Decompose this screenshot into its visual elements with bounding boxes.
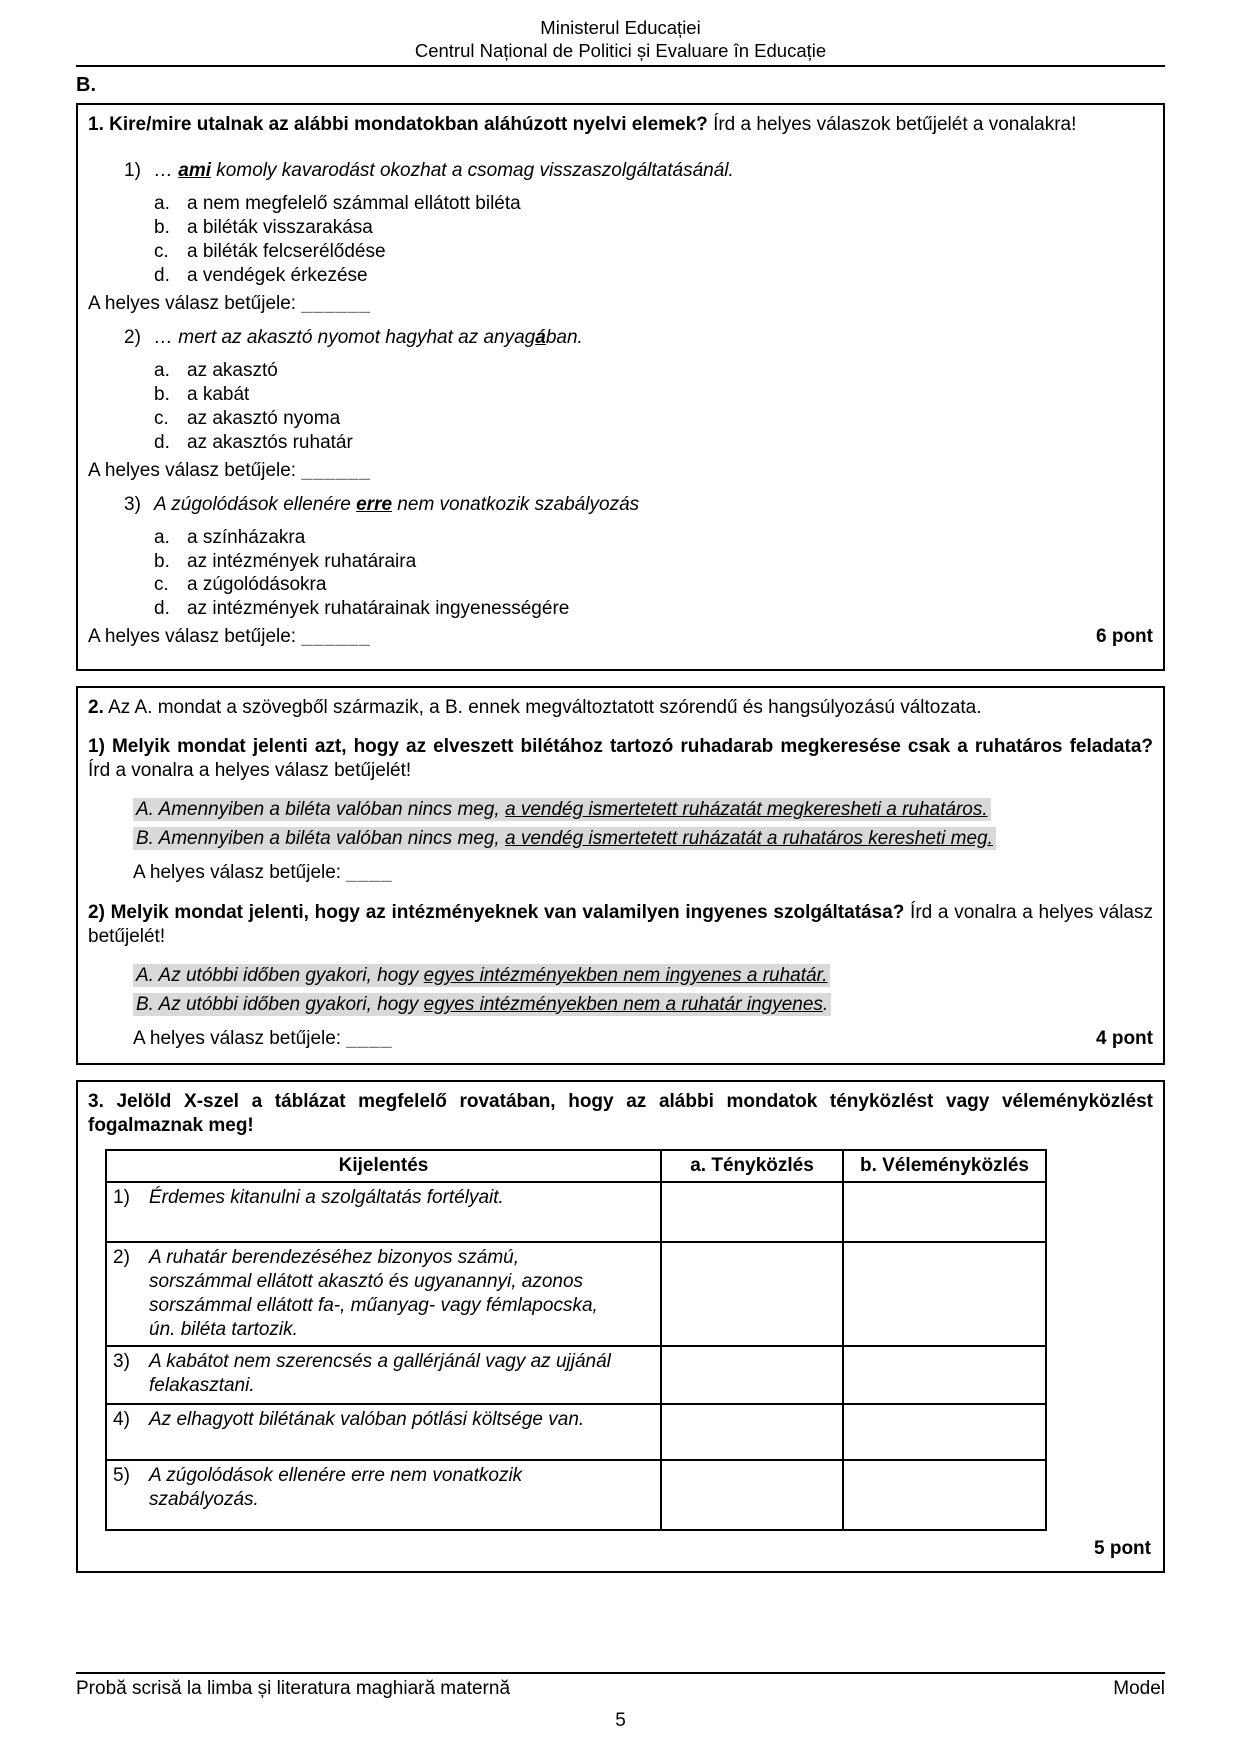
stem-text: … mert az akasztó nyomot hagyhat az anyag: [154, 327, 536, 348]
answer-label: A helyes válasz betűjele:: [88, 459, 297, 481]
statement-number: 5): [113, 1465, 130, 1487]
task2-number: 2.: [88, 697, 104, 719]
center-name: Centrul Național de Politici și Evaluare în Educație: [414, 40, 827, 62]
question-2: [88, 326, 1153, 483]
sentence-2a: [133, 964, 1153, 988]
answer-blank[interactable]: ______: [301, 626, 371, 648]
question-stem: [124, 326, 1153, 350]
statement-number: 1): [113, 1187, 130, 1209]
footer-model-label: Model: [1113, 1678, 1165, 1700]
table-row-2: [106, 1242, 1046, 1346]
header-divider: [76, 65, 1165, 67]
option-text: az intézmények ruhatáraira: [187, 550, 417, 572]
option-letter: c.: [154, 241, 169, 263]
answer-blank[interactable]: ______: [301, 293, 371, 315]
option-text: a kabát: [187, 383, 250, 405]
question-text: [154, 159, 734, 183]
answer-blank[interactable]: ____: [346, 1027, 393, 1049]
table-row-4: [106, 1404, 1046, 1460]
sentence-plain: B. Amennyiben a biléta valóban nincs meg,: [136, 828, 505, 849]
table-row-1: [106, 1182, 1046, 1242]
sentence-underlined: a vendég ismertetett ruházatát a ruhatáros keresheti meg.: [504, 828, 993, 849]
option-c: [154, 407, 1153, 431]
option-letter: a.: [154, 359, 170, 381]
sentence-plain: A. Az utóbbi időben gyakori, hogy: [136, 964, 424, 986]
option-a: [154, 192, 1153, 216]
options-list: [154, 192, 1153, 288]
question-stem: [124, 159, 1153, 183]
fact-mark-cell[interactable]: [661, 1242, 843, 1346]
option-letter: b.: [154, 383, 170, 405]
stem-text-after: ban.: [545, 327, 583, 348]
stem-text-after: nem vonatkozik szabályozás: [392, 493, 640, 515]
subquestion-instruction: Írd a vonalra a helyes válasz betűjelét!: [88, 760, 412, 782]
statement-cell: [106, 1404, 661, 1460]
option-letter: b.: [154, 550, 170, 572]
sentence-1a-text: [133, 798, 991, 821]
opinion-mark-cell[interactable]: [843, 1460, 1046, 1530]
statement-cell: [106, 1346, 661, 1404]
answer-blank[interactable]: ____: [346, 861, 393, 883]
sentence-1b: [133, 827, 1153, 851]
stem-text: A zúgolódások ellenére: [154, 493, 357, 515]
sentence-2a-text: [133, 964, 830, 987]
statement-cell: [106, 1460, 661, 1530]
question-number: 3): [124, 493, 141, 515]
section-label: B.: [76, 74, 96, 97]
option-letter: d.: [154, 265, 170, 287]
answer-line: [133, 1027, 1153, 1051]
statement-text: A ruhatár berendezéséhez bizonyos számú, sorszámmal ellátott akasztó és ugyanannyi, azonos sorszámmal ellátott fa-, műanyag- vagy fémlapocska, ún. biléta tartozik.: [149, 1247, 598, 1341]
task-1-box: [76, 103, 1165, 671]
option-letter: a.: [154, 526, 170, 548]
answer-label: A helyes válasz betűjele:: [88, 626, 297, 648]
stem-text-after: komoly kavarodást okozhat a csomag visszaszolgáltatásánál.: [211, 160, 734, 182]
task1-title: [88, 113, 1153, 137]
statement-cell: [106, 1242, 661, 1346]
option-text: a vendégek érkezése: [187, 265, 368, 287]
answer-prompt: [88, 625, 371, 649]
option-text: a zúgolódásokra: [187, 574, 327, 596]
task1-title-instruction: Írd a helyes válaszok betűjelét a vonalakra!: [707, 114, 1077, 136]
stem-underlined-word: erre: [356, 493, 393, 515]
opinion-mark-cell[interactable]: [843, 1182, 1046, 1242]
option-d: [154, 264, 1153, 288]
question-text: [154, 326, 583, 350]
task2-intro: [88, 696, 1153, 720]
page-footer: [76, 1672, 1165, 1733]
statement-text: A zúgolódások ellenére erre nem vonatkozik szabályozás.: [149, 1465, 523, 1511]
statements-table: [105, 1149, 1047, 1531]
option-c: [154, 573, 1153, 597]
statement-text: Érdemes kitanulni a szolgáltatás fortélyait.: [149, 1187, 504, 1209]
question-text: [154, 493, 639, 517]
statement-text: A kabátot nem szerencsés a gallérjánál vagy az ujjánál felakasztani.: [149, 1351, 611, 1397]
option-text: a nem megfelelő számmal ellátott biléta: [187, 193, 521, 215]
answer-line: [88, 625, 1153, 649]
option-text: az akasztó: [187, 359, 278, 381]
option-a: [154, 526, 1153, 550]
option-letter: a.: [154, 193, 170, 215]
sentence-1a: [133, 798, 1153, 822]
answer-label: A helyes válasz betűjele:: [133, 1027, 342, 1049]
option-letter: b.: [154, 217, 170, 239]
option-text: az intézmények ruhatárainak ingyenességére: [187, 598, 570, 620]
option-text: az akasztó nyoma: [187, 407, 341, 429]
document-header: [76, 16, 1165, 62]
option-b: [154, 550, 1153, 574]
answer-line: [133, 861, 1153, 885]
task2-subquestion-1: [88, 735, 1153, 783]
answer-line: [88, 459, 1153, 483]
answer-prompt: [88, 292, 371, 316]
task-3-box: [76, 1080, 1165, 1574]
table-row-3: [106, 1346, 1046, 1404]
option-text: a biléták visszarakása: [187, 217, 373, 239]
opinion-mark-cell[interactable]: [843, 1242, 1046, 1346]
header-fact: a. Tényközlés: [661, 1150, 843, 1182]
statement-number: 3): [113, 1351, 130, 1373]
table-header-row: [106, 1150, 1046, 1182]
fact-mark-cell[interactable]: [661, 1182, 843, 1242]
sentence-pair-1: [133, 798, 1153, 851]
fact-mark-cell[interactable]: [661, 1346, 843, 1404]
answer-prompt: [133, 1027, 393, 1051]
answer-label: A helyes válasz betűjele:: [133, 861, 342, 883]
task-2-box: [76, 686, 1165, 1064]
opinion-mark-cell[interactable]: [843, 1346, 1046, 1404]
stem-text: …: [154, 160, 179, 182]
ministry-name: Ministerul Educației: [540, 17, 701, 38]
sentence-pair-2: [133, 964, 1153, 1017]
statement-text: Az elhagyott bilétának valóban pótlási költsége van.: [149, 1409, 585, 1431]
header-statement: Kijelentés: [106, 1150, 661, 1182]
option-b: [154, 383, 1153, 407]
option-text: az akasztós ruhatár: [187, 431, 353, 453]
task1-title-bold: 1. Kire/mire utalnak az alábbi mondatokban aláhúzott nyelvi elemek?: [88, 114, 708, 136]
answer-prompt: [133, 861, 393, 885]
statement-number: 2): [113, 1247, 130, 1269]
sentence-plain: B. Az utóbbi időben gyakori, hogy: [136, 993, 424, 1015]
answer-line: [88, 292, 1153, 316]
question-number: 2): [124, 327, 141, 348]
page-number: 5: [615, 1710, 626, 1732]
subquestion-bold: 1) Melyik mondat jelenti azt, hogy az elveszett bilétához tartozó ruhadarab megkeresése csak a ruhatáros feladata?: [88, 736, 1153, 758]
statement-number: 4): [113, 1409, 130, 1431]
sentence-underlined: egyes intézményekben nem ingyenes a ruhatár.: [423, 964, 828, 986]
sentence-2b-text: [133, 993, 831, 1016]
footer-row: [76, 1672, 1165, 1701]
task2-points: 4 pont: [1096, 1027, 1153, 1049]
option-letter: d.: [154, 431, 170, 453]
question-number: 1): [124, 160, 141, 182]
sentence-underlined: egyes intézményekben nem a ruhatár ingyenes: [423, 993, 823, 1015]
task2-intro-text: Az A. mondat a szövegből származik, a B. ennek megváltoztatott szórendű és hangsúlyozású változata.: [103, 697, 982, 719]
sentence-plain: A. Amennyiben a biléta valóban nincs meg,: [136, 799, 505, 821]
stem-underlined-word: á: [535, 327, 546, 348]
opinion-mark-cell[interactable]: [843, 1404, 1046, 1460]
statement-cell: [106, 1182, 661, 1242]
answer-prompt: [88, 459, 371, 483]
task1-points: 6 pont: [1096, 626, 1153, 648]
header-opinion: b. Véleményközlés: [843, 1150, 1046, 1182]
sentence-2b: [133, 993, 1153, 1017]
option-letter: c.: [154, 574, 169, 596]
option-letter: c.: [154, 407, 169, 429]
table-row-5: [106, 1460, 1046, 1530]
footer-exam-name: Probă scrisă la limba și literatura maghiară maternă: [76, 1678, 511, 1700]
sentence-plain-after: .: [822, 993, 829, 1015]
task3-points: 5 pont: [1094, 1538, 1151, 1560]
option-d: [154, 597, 1153, 621]
stem-underlined-word: ami: [178, 160, 212, 182]
question-stem: [124, 493, 1153, 517]
options-list: [154, 359, 1153, 455]
question-1: [88, 159, 1153, 316]
question-3: [88, 493, 1153, 650]
fact-mark-cell[interactable]: [661, 1460, 843, 1530]
subquestion-bold: 2) Melyik mondat jelenti, hogy az intézményeknek van valamilyen ingyenes szolgáltatása?: [88, 901, 905, 923]
option-text: a színházakra: [187, 526, 306, 548]
sentence-underlined: a vendég ismertetett ruházatát megkeresheti a ruhatáros.: [504, 799, 988, 821]
answer-blank[interactable]: ______: [301, 459, 371, 481]
subquestion-instruction: Írd a vonalra a helyes válasz betűjelét!: [88, 901, 1153, 947]
task2-subquestion-2: [88, 901, 1153, 949]
option-c: [154, 240, 1153, 264]
option-a: [154, 359, 1153, 383]
task3-title: 3. Jelöld X-szel a táblázat megfelelő rovatában, hogy az alábbi mondatok tényközlést vagy véleményközlést fogalmaznak meg!: [88, 1090, 1153, 1136]
option-d: [154, 431, 1153, 455]
option-letter: d.: [154, 598, 170, 620]
fact-mark-cell[interactable]: [661, 1404, 843, 1460]
answer-label: A helyes válasz betűjele:: [88, 293, 297, 315]
option-text: a biléták felcserélődése: [187, 241, 386, 263]
sentence-1b-text: [133, 827, 996, 850]
options-list: [154, 526, 1153, 622]
option-b: [154, 216, 1153, 240]
